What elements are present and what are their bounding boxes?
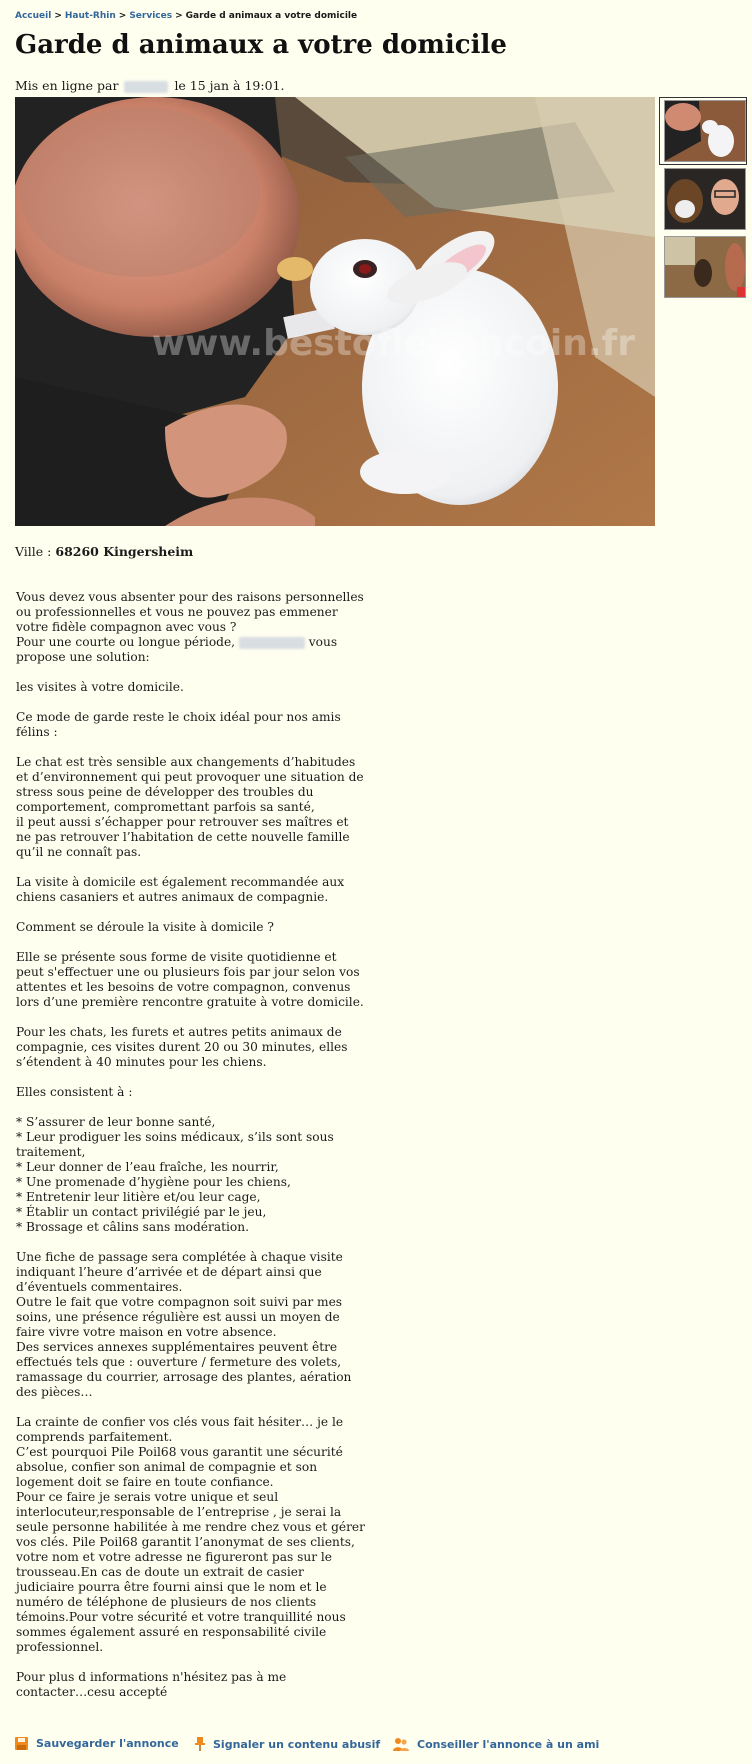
floppy-icon — [15, 1737, 28, 1750]
main-photo[interactable] — [15, 97, 655, 526]
ad-description — [16, 590, 376, 1700]
thumbnail-3[interactable] — [664, 236, 746, 298]
thumbnail-2-image — [665, 169, 745, 229]
company-name-redacted — [239, 637, 305, 649]
breadcrumb-home-link[interactable]: Accueil — [15, 11, 52, 21]
posted-prefix: Mis en ligne par — [15, 78, 119, 93]
breadcrumb-separator: > — [54, 11, 62, 21]
city-value: 68260 Kingersheim — [55, 544, 194, 559]
description-part-1: Vous devez vous absenter pour des raisons personnelles ou professionnelles et vous ne pouvez pas emmener votre fidèle compagnon avec vous ? Pour une courte ou longue période, — [16, 590, 364, 649]
description-part-2: vous propose une solution: les visites à votre domicile. Ce mode de garde reste le choix idéal pour nos amis félins : Le chat est très sensible aux changements d’habitudes et d’environnement qui peut provoquer une situation de stress sous peine de développer des troubles du comportement, compromettant parfois sa santé, il peut aussi s’échapper pour retrouver ses maîtres et ne pas retrouver l’habitation de cette nouvelle famille qu’il ne connaît pas. La visite à domicile est également recommandée aux chiens casaniers et autres animaux de compagnie. Comment se déroule la visite à domicile ? Elle se présente sous forme de visite quotidienne et peut s'effectuer une ou plusieurs fois par jour selon vos attentes et les besoins de votre compagnon, convenus lors d’une première rencontre gratuite à votre domicile. Pour les chats, les furets et autres petits animaux de compagnie, ces visites durent 20 ou 30 minutes, elles s’étendent à 40 minutes pour les chiens. Elles consistent à : * S’assurer de leur bonne santé, * Leur prodiguer les soins médicaux, s’ils sont sous traitement, * Leur donner de l’eau fraîche, les nourrir, * Une promenade d’hygiène pour les chiens, * Entretenir leur litière et/ou leur cage, * Établir un contact privilégié par le jeu, * Brossage et câlins sans modération. Une fiche de passage sera complétée à chaque visite indiquant l’heure d’arrivée et de départ ainsi que d’éventuels commentaires. Outre le fait que votre compagnon soit suivi par mes soins, une présence régulière est aussi un moyen de faire vivre votre maison en votre absence. Des services annexes supplémentaires peuvent être effectués tels que : ouverture / fermeture des volets, ramassage du courrier, arrosage des plantes, aération des pièces… La crainte de confier vos clés vous fait hésiter… je le comprends parfaitement. C’est pourquoi Pile Poil68 vous garantit une sécurité absolue, confier son animal de compagnie et son logement doit se faire en toute confiance. Pour ce faire je serais votre unique et seul interlocuteur,responsable de l’entreprise , je serai la seule personne habilitée à me rendre chez vous et gérer vos clés. Pile Poil68 garantit l’anonymat de ses clients, votre nom et votre adresse ne figureront pas sur le trousseau.En cas de doute un extrait de casier judiciaire pourra être fourni ainsi que le nom et le numéro de téléphone de plusieurs de nos clients témoins.Pour votre sécurité et votre tranquillité nous sommes également assuré en responsabilité civile professionnel. Pour plus d informations n'hésitez pas à me contacter…cesu accepté — [16, 635, 365, 1699]
thumbnail-2[interactable] — [664, 168, 746, 230]
main-photo-image — [15, 97, 655, 526]
watermark-text: www.bestofleboncoin.fr — [151, 323, 635, 364]
breadcrumb-current: Garde d animaux a votre domicile — [185, 11, 358, 21]
thumbnail-3-image — [665, 237, 745, 297]
pin-icon — [195, 1737, 205, 1751]
users-icon — [393, 1737, 409, 1751]
thumbnail-1-image — [665, 101, 745, 161]
recommend-to-friend-button[interactable] — [393, 1737, 599, 1751]
breadcrumb-category-link[interactable]: Services — [129, 11, 173, 21]
save-ad-button[interactable] — [15, 1737, 179, 1750]
posted-info — [15, 78, 284, 93]
breadcrumb-separator: > — [175, 11, 183, 21]
report-abuse-button[interactable] — [195, 1737, 380, 1751]
thumbnail-1[interactable] — [664, 100, 746, 162]
breadcrumb-region-link[interactable]: Haut-Rhin — [64, 11, 116, 21]
breadcrumb-separator: > — [118, 11, 127, 21]
recommend-to-friend-label: Conseiller l'annonce à un ami — [417, 1737, 600, 1751]
ad-title: Garde d animaux a votre domicile — [15, 30, 507, 60]
breadcrumb — [15, 11, 357, 21]
seller-name-redacted — [124, 81, 168, 93]
posted-date: le 15 jan à 19:01. — [174, 78, 285, 93]
city-label: Ville : — [15, 544, 52, 559]
city-info — [15, 544, 193, 559]
save-ad-label: Sauvegarder l'annonce — [36, 1737, 179, 1750]
report-abuse-label: Signaler un contenu abusif — [213, 1737, 381, 1751]
